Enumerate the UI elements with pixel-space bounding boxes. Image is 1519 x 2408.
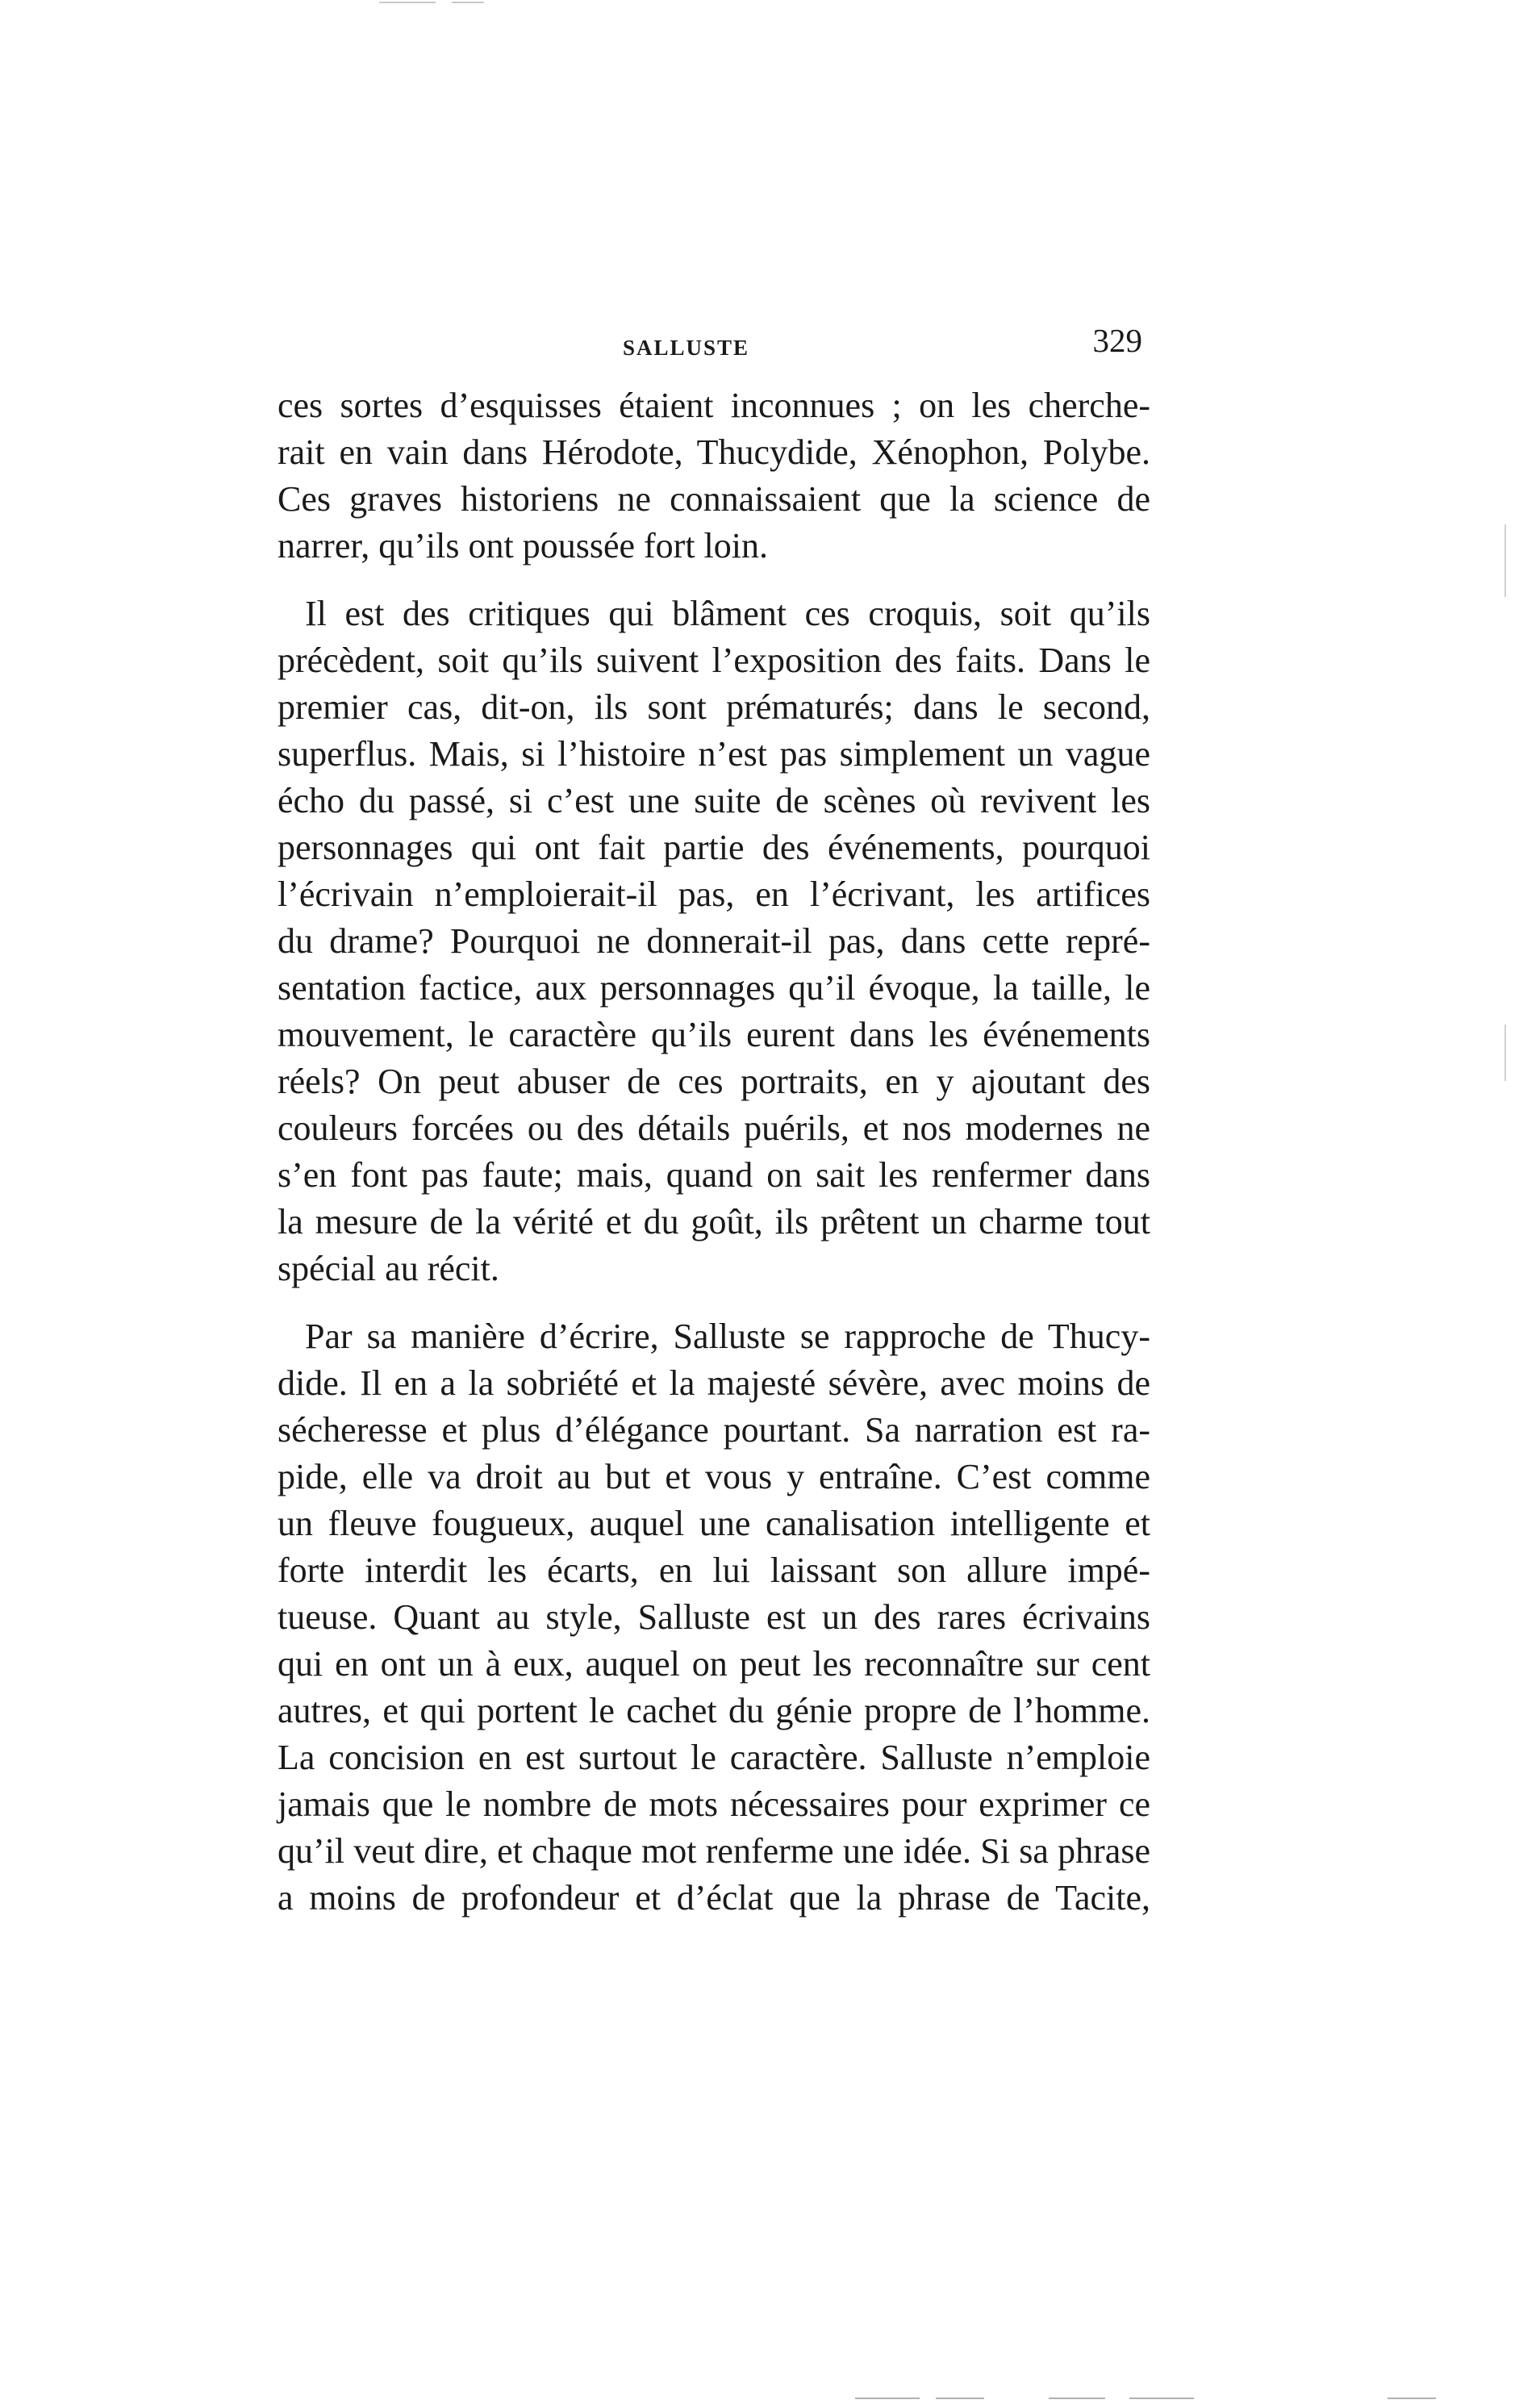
text-line: personnages qui ont fait partie des événements, pourquoi [278,828,1150,867]
scan-edge-mark [936,2398,984,2399]
text-line: premier cas, dit-on, ils sont prématurés; dans le second, [278,687,1150,727]
scan-edge-mark [855,2398,920,2399]
scan-edge-mark [1388,2398,1436,2399]
text-line: qui en ont un à eux, auquel on peut les reconnaître sur cent [278,1644,1150,1684]
text-line: rait en vain dans Hérodote, Thucydide, Xénophon, Polybe. [278,432,1150,472]
paragraph [278,591,1150,1292]
text-line: narrer, qu’ils ont poussée fort loin. [278,526,768,565]
text-line: couleurs forcées ou des détails puérils, et nos modernes ne [278,1108,1150,1148]
text-line: un fleuve fougueux, auquel une canalisation intelligente et [278,1504,1150,1543]
text-line: réels? On peut abuser de ces portraits, en y ajoutant des [278,1062,1150,1101]
paragraph [278,1313,1150,1922]
text-line: la mesure de la vérité et du goût, ils prêtent un charme tout [278,1202,1150,1242]
body-text [278,382,1150,1922]
running-head-title: SALLUSTE [623,336,750,360]
scan-edge-mark [1049,2398,1105,2399]
paragraph-gap [278,570,1150,591]
text-line: pide, elle va droit au but et vous y entraîne. C’est comme [278,1457,1150,1496]
text-line: du drame? Pourquoi ne donnerait-il pas, dans cette repré- [278,921,1150,961]
text-line: écho du passé, si c’est une suite de scènes où revivent les [278,781,1150,820]
text-line: Il est des critiques qui blâment ces croquis, soit qu’ils [305,594,1150,633]
scan-edge-mark [379,2,436,3]
text-line: La concision en est surtout le caractère. Salluste n’emploie [278,1738,1150,1777]
text-line: spécial au récit. [278,1249,499,1288]
text-line: Ces graves historiens ne connaissaient que la science de [278,479,1150,519]
text-line: l’écrivain n’emploierait-il pas, en l’écrivant, les artifices [278,874,1150,914]
text-line: forte interdit les écarts, en lui laissant son allure impé- [278,1550,1150,1590]
text-line: sentation factice, aux personnages qu’il évoque, la taille, le [278,968,1150,1008]
text-line: a moins de profondeur et d’éclat que la phrase de Tacite, [278,1878,1150,1918]
running-head [278,321,1150,369]
text-line: ces sortes d’esquisses étaient inconnues ; on les cherche- [278,386,1150,425]
text-line: autres, et qui portent le cachet du génie propre de l’homme. [278,1691,1150,1730]
text-line: sécheresse et plus d’élégance pourtant. Sa narration est ra- [278,1410,1150,1450]
text-line: dide. Il en a la sobriété et la majesté sévère, avec moins de [278,1363,1150,1403]
scan-edge-mark [1504,1025,1506,1081]
scan-edge-mark [1129,2398,1194,2399]
scan-edge-mark [452,2,484,3]
text-line: superflus. Mais, si l’histoire n’est pas simplement un vague [278,734,1150,774]
page-number: 329 [1092,322,1142,359]
text-line: jamais que le nombre de mots nécessaires pour exprimer ce [278,1784,1150,1824]
text-line: précèdent, soit qu’ils suivent l’exposition des faits. Dans le [278,641,1150,680]
text-line: s’en font pas faute; mais, quand on sait les renfermer dans [278,1155,1150,1195]
scan-edge-mark [1504,524,1506,597]
text-line: qu’il veut dire, et chaque mot renferme une idée. Si sa phrase [278,1831,1150,1871]
paragraph-gap [278,1292,1150,1313]
text-line: Par sa manière d’écrire, Salluste se rapproche de Thucy- [305,1317,1150,1356]
text-line: mouvement, le caractère qu’ils eurent dans les événements [278,1015,1150,1054]
paragraph [278,382,1150,570]
text-line: tueuse. Quant au style, Salluste est un des rares écrivains [278,1597,1150,1637]
